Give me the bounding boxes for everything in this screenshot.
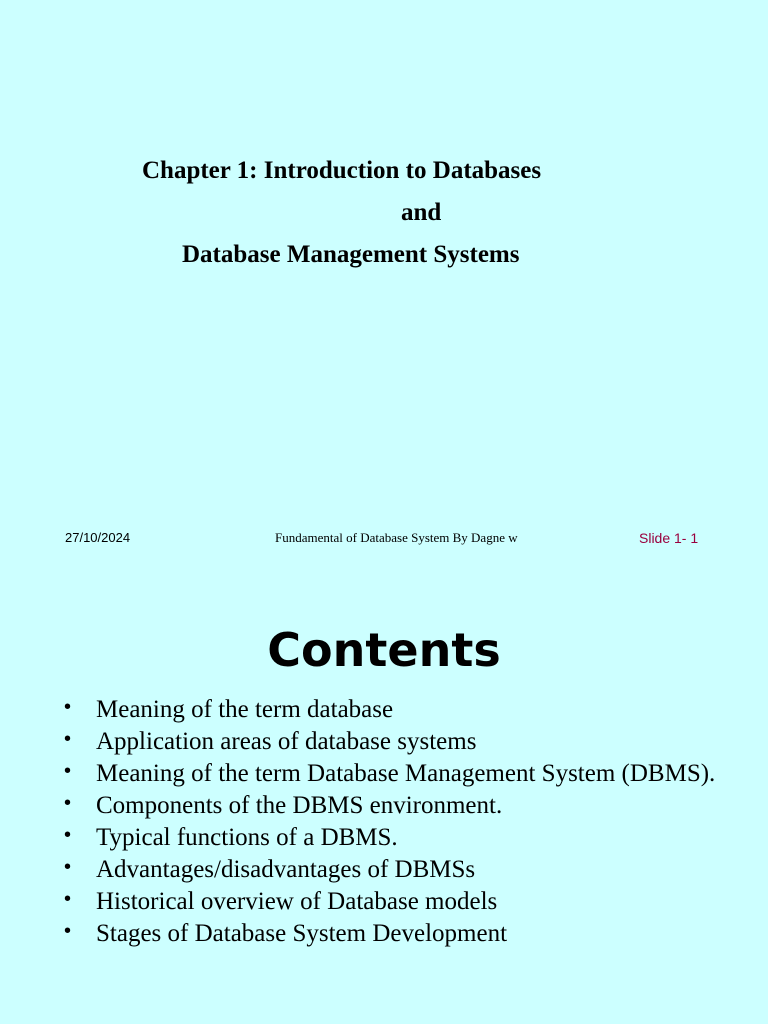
- slide-title-line-2: and: [401, 199, 442, 226]
- list-item: [64, 794, 724, 818]
- bullet-icon: •: [64, 696, 72, 718]
- list-item-text: Historical overview of Database models: [96, 888, 498, 915]
- bullet-icon: •: [64, 728, 72, 750]
- slide-title-line-3: Database Management Systems: [182, 241, 520, 268]
- list-item-text: Advantages/disadvantages of DBMSs: [96, 856, 476, 883]
- list-item-text: Components of the DBMS environment.: [96, 792, 503, 819]
- bullet-icon: •: [64, 856, 72, 878]
- bullet-icon: •: [64, 888, 72, 910]
- slide-contents: [0, 576, 768, 1024]
- footer-date: 27/10/2024: [65, 530, 131, 545]
- list-item-text: Typical functions of a DBMS.: [96, 824, 398, 851]
- bullet-icon: •: [64, 920, 72, 942]
- footer-slide-number: Slide 1- 1: [639, 530, 699, 546]
- list-item-text: Application areas of database systems: [96, 728, 477, 755]
- list-item-text: Meaning of the term database: [96, 696, 394, 723]
- contents-title: Contents: [267, 623, 501, 677]
- slide-title-line-1: Chapter 1: Introduction to Databases: [142, 157, 542, 184]
- bullet-icon: •: [64, 824, 72, 846]
- list-item: [64, 698, 724, 722]
- contents-list: [64, 698, 724, 954]
- list-item-text: Meaning of the term Database Management System (DBMS).: [96, 760, 716, 787]
- list-item: [64, 826, 724, 850]
- list-item: [64, 762, 724, 786]
- list-item: [64, 922, 724, 946]
- list-item: [64, 858, 724, 882]
- bullet-icon: •: [64, 792, 72, 814]
- bullet-icon: •: [64, 760, 72, 782]
- footer-course-author: Fundamental of Database System By Dagne w: [275, 530, 518, 545]
- list-item-text: Stages of Database System Development: [96, 920, 508, 947]
- list-item: [64, 730, 724, 754]
- list-item: [64, 890, 724, 914]
